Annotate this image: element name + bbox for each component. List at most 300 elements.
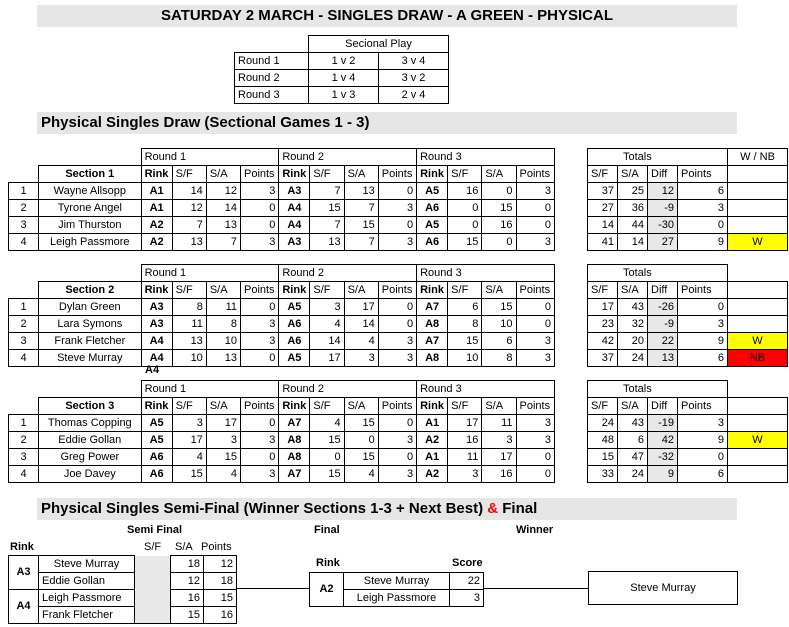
- sf-cell: 17: [448, 415, 482, 432]
- round-header: Round 2: [279, 149, 417, 166]
- player-name: Lara Symons: [39, 316, 142, 333]
- total-sf: 37: [588, 350, 618, 367]
- sa-cell: 15: [482, 299, 516, 316]
- sa-cell: 4: [206, 466, 240, 483]
- semi-row: Frank Fletcher 15 16: [9, 607, 237, 624]
- totals-table: [587, 264, 788, 367]
- total-sf: 27: [588, 200, 618, 217]
- row-number: 2: [9, 200, 39, 217]
- table-row: [9, 200, 555, 217]
- status-badge: NB: [728, 350, 788, 367]
- totals-row: [588, 350, 788, 367]
- sa-cell: 14: [206, 200, 240, 217]
- rink-cell: A8: [417, 316, 448, 333]
- total-sf: 42: [588, 333, 618, 350]
- sa-cell: 8: [482, 350, 516, 367]
- points-cell: 0: [240, 217, 278, 234]
- col-header: S/F: [588, 398, 618, 415]
- points-cell: 0: [516, 299, 554, 316]
- points-cell: 3: [516, 415, 554, 432]
- sa-cell: 16: [482, 466, 516, 483]
- total-points: 0: [678, 217, 728, 234]
- col-header: Rink: [141, 166, 172, 183]
- draw-heading: Physical Singles Draw (Sectional Games 1 - 3): [37, 112, 737, 134]
- total-sf: 37: [588, 183, 618, 200]
- col-header: S/F: [588, 166, 618, 183]
- player-name: Dylan Green: [39, 299, 142, 316]
- table-row: [9, 466, 555, 483]
- col-header: Rink: [279, 166, 310, 183]
- sf-cell: 11: [172, 316, 206, 333]
- final-rink-label: Rink: [316, 557, 340, 569]
- rink-cell: A4: [279, 200, 310, 217]
- rink-cell: A7: [417, 299, 448, 316]
- winner-name: Steve Murray: [630, 582, 696, 594]
- total-points: 9: [678, 234, 728, 251]
- col-header: Rink: [141, 398, 172, 415]
- section-name: Section 2: [39, 282, 142, 299]
- page-title: SATURDAY 2 MARCH - SINGLES DRAW - A GREEN - PHYSICAL: [37, 5, 737, 27]
- section-table: [8, 264, 555, 367]
- total-sf: 41: [588, 234, 618, 251]
- points-cell: 0: [378, 299, 416, 316]
- row-number: 3: [9, 449, 39, 466]
- status-badge: [728, 449, 788, 466]
- points-cell: 3: [516, 432, 554, 449]
- sf-cell: 4: [310, 316, 344, 333]
- sf-cell: 13: [172, 234, 206, 251]
- semi-row: Eddie Gollan 12 18: [9, 573, 237, 590]
- player-name: Jim Thurston: [39, 217, 142, 234]
- sa-cell: 14: [344, 316, 378, 333]
- section-note: A4: [145, 364, 160, 376]
- totals-table: [587, 148, 788, 251]
- player-name: Frank Fletcher: [39, 333, 142, 350]
- final-table: [309, 572, 484, 607]
- semi-final-label: Semi Final: [127, 524, 183, 536]
- rink-cell: A8: [279, 432, 310, 449]
- col-header: S/A: [482, 282, 516, 299]
- semi-sf-label: S/F: [144, 541, 162, 553]
- total-diff: -30: [648, 217, 678, 234]
- sf-cell: 7: [310, 183, 344, 200]
- points-cell: 0: [516, 449, 554, 466]
- round-header: Round 1: [141, 381, 279, 398]
- points-cell: 0: [516, 217, 554, 234]
- total-points: 3: [678, 316, 728, 333]
- table-row: [9, 333, 555, 350]
- rink-cell: A5: [417, 217, 448, 234]
- sa-cell: 13: [206, 350, 240, 367]
- round-header: Round 3: [417, 265, 555, 282]
- totals-row: [588, 449, 788, 466]
- sectional-row: Round 2 1 v 4 3 v 2: [235, 70, 449, 87]
- sf-cell: 14: [172, 183, 206, 200]
- sa-cell: 7: [206, 234, 240, 251]
- points-cell: 0: [378, 415, 416, 432]
- sa-cell: 3: [344, 350, 378, 367]
- col-header: S/F: [448, 166, 482, 183]
- sa-cell: 4: [344, 333, 378, 350]
- col-header: Diff: [648, 166, 678, 183]
- total-sa: 14: [618, 234, 648, 251]
- player-name: Joe Davey: [39, 466, 142, 483]
- col-header: S/F: [448, 282, 482, 299]
- section-table: [8, 380, 555, 483]
- player-name: Greg Power: [39, 449, 142, 466]
- col-header: Points: [678, 166, 728, 183]
- total-points: 0: [678, 299, 728, 316]
- points-cell: 0: [378, 217, 416, 234]
- total-points: 9: [678, 432, 728, 449]
- sf-cell: 14: [310, 333, 344, 350]
- points-cell: 0: [516, 466, 554, 483]
- totals-row: [588, 299, 788, 316]
- sectional-row: Round 3 1 v 3 2 v 4: [235, 87, 449, 104]
- row-number: 1: [9, 183, 39, 200]
- col-header: Points: [516, 166, 554, 183]
- points-cell: 3: [240, 234, 278, 251]
- points-cell: 3: [240, 316, 278, 333]
- total-sf: 33: [588, 466, 618, 483]
- sf-cell: 11: [448, 449, 482, 466]
- connector-line: [483, 588, 588, 589]
- sa-cell: 17: [344, 299, 378, 316]
- rink-cell: A8: [417, 350, 448, 367]
- status-badge: [728, 299, 788, 316]
- sa-cell: 7: [344, 200, 378, 217]
- sa-cell: 16: [482, 217, 516, 234]
- sf-cell: 15: [310, 466, 344, 483]
- totals-header: Totals: [588, 265, 728, 282]
- player-name: Eddie Gollan: [39, 432, 142, 449]
- rink-cell: A5: [279, 299, 310, 316]
- total-sa: 43: [618, 415, 648, 432]
- total-sf: 24: [588, 415, 618, 432]
- rink-cell: A7: [279, 466, 310, 483]
- sf-cell: 7: [310, 217, 344, 234]
- total-diff: 42: [648, 432, 678, 449]
- points-cell: 3: [378, 234, 416, 251]
- status-badge: W: [728, 333, 788, 350]
- semi-rink: A3: [9, 556, 39, 590]
- table-row: [9, 432, 555, 449]
- status-badge: [728, 200, 788, 217]
- col-header: S/A: [344, 282, 378, 299]
- final-rink: A2: [310, 573, 344, 607]
- total-diff: -19: [648, 415, 678, 432]
- col-header: S/A: [482, 398, 516, 415]
- sa-cell: 13: [344, 183, 378, 200]
- total-points: 0: [678, 449, 728, 466]
- sectional-row: Round 1 1 v 2 3 v 4: [235, 53, 449, 70]
- totals-row: [588, 432, 788, 449]
- total-diff: 9: [648, 466, 678, 483]
- total-sa: 32: [618, 316, 648, 333]
- round-header: Round 2: [279, 381, 417, 398]
- sf-cell: 0: [448, 200, 482, 217]
- sa-cell: 13: [206, 217, 240, 234]
- sa-cell: 15: [344, 415, 378, 432]
- total-sf: 17: [588, 299, 618, 316]
- table-row: [9, 350, 555, 367]
- col-header: S/A: [618, 398, 648, 415]
- semi-player: Steve Murray: [39, 556, 135, 573]
- rink-cell: A1: [417, 415, 448, 432]
- player-name: Wayne Allsopp: [39, 183, 142, 200]
- total-sf: 48: [588, 432, 618, 449]
- table-row: [9, 234, 555, 251]
- sa-cell: 4: [344, 466, 378, 483]
- row-number: 1: [9, 415, 39, 432]
- row-number: 3: [9, 217, 39, 234]
- round-header: Round 1: [141, 265, 279, 282]
- col-header: S/A: [344, 398, 378, 415]
- semi-rink: A4: [9, 590, 39, 624]
- sf-cell: 3: [172, 415, 206, 432]
- rink-cell: A7: [417, 333, 448, 350]
- col-header: Diff: [648, 398, 678, 415]
- col-header: S/A: [344, 166, 378, 183]
- totals-header: Totals: [588, 149, 728, 166]
- col-header: S/F: [310, 398, 344, 415]
- rink-cell: A1: [417, 449, 448, 466]
- rink-cell: A6: [417, 234, 448, 251]
- player-name: Steve Murray: [39, 350, 142, 367]
- sf-cell: 16: [448, 432, 482, 449]
- total-sa: 36: [618, 200, 648, 217]
- rink-cell: A4: [141, 350, 172, 367]
- row-number: 1: [9, 299, 39, 316]
- semi-row: A3 Steve Murray 18 12: [9, 556, 237, 573]
- rink-cell: A5: [141, 415, 172, 432]
- sectional-header: Secional Play: [309, 36, 449, 53]
- col-header: Rink: [141, 282, 172, 299]
- points-cell: 0: [378, 183, 416, 200]
- totals-row: [588, 316, 788, 333]
- sa-cell: 10: [206, 333, 240, 350]
- round-header: Round 3: [417, 381, 555, 398]
- semi-player: Eddie Gollan: [39, 573, 135, 590]
- sf-cell: 15: [448, 234, 482, 251]
- total-diff: -26: [648, 299, 678, 316]
- row-number: 4: [9, 234, 39, 251]
- points-cell: 0: [516, 316, 554, 333]
- table-row: [9, 217, 555, 234]
- col-header: S/F: [588, 282, 618, 299]
- row-number: 2: [9, 432, 39, 449]
- total-sa: 24: [618, 350, 648, 367]
- status-badge: [728, 316, 788, 333]
- sf-cell: 0: [448, 217, 482, 234]
- col-header: S/F: [172, 282, 206, 299]
- sa-cell: 15: [206, 449, 240, 466]
- semi-player: Frank Fletcher: [39, 607, 135, 624]
- col-header: Rink: [279, 398, 310, 415]
- table-row: [9, 415, 555, 432]
- sf-cell: 15: [172, 466, 206, 483]
- col-header: Rink: [417, 282, 448, 299]
- round-header: Round 1: [141, 149, 279, 166]
- sf-cell: 8: [172, 299, 206, 316]
- sf-cell: 15: [448, 333, 482, 350]
- points-cell: 0: [240, 350, 278, 367]
- points-cell: 0: [240, 200, 278, 217]
- semi-rink-label: Rink: [10, 541, 34, 553]
- col-header: Diff: [648, 282, 678, 299]
- total-sf: 15: [588, 449, 618, 466]
- col-header: Points: [678, 282, 728, 299]
- points-cell: 3: [378, 466, 416, 483]
- sa-cell: 3: [482, 432, 516, 449]
- final-score-label: Score: [452, 557, 483, 569]
- total-points: 6: [678, 466, 728, 483]
- col-header: S/A: [618, 166, 648, 183]
- player-name: Thomas Copping: [39, 415, 142, 432]
- points-cell: 3: [378, 350, 416, 367]
- rink-cell: A6: [417, 200, 448, 217]
- sa-cell: 17: [482, 449, 516, 466]
- col-header: Points: [516, 282, 554, 299]
- rink-cell: A5: [279, 350, 310, 367]
- sf-cell: 3: [448, 466, 482, 483]
- rink-cell: A3: [279, 183, 310, 200]
- col-header: Points: [240, 282, 278, 299]
- sf-cell: 13: [310, 234, 344, 251]
- sf-cell: 6: [448, 299, 482, 316]
- sa-cell: 17: [206, 415, 240, 432]
- sf-cell: 7: [172, 217, 206, 234]
- row-number: 4: [9, 466, 39, 483]
- total-sa: 47: [618, 449, 648, 466]
- points-cell: 3: [516, 350, 554, 367]
- totals-row: [588, 415, 788, 432]
- col-header: Rink: [417, 398, 448, 415]
- winner-box: [588, 571, 738, 605]
- finals-heading: Physical Singles Semi-Final (Winner Sections 1-3 + Next Best) & Final: [37, 498, 737, 520]
- totals-row: [588, 200, 788, 217]
- col-header: Points: [678, 398, 728, 415]
- totals-table: [587, 380, 788, 483]
- total-sa: 20: [618, 333, 648, 350]
- col-header: S/F: [172, 398, 206, 415]
- sa-cell: 7: [344, 234, 378, 251]
- total-diff: 22: [648, 333, 678, 350]
- rink-cell: A3: [141, 316, 172, 333]
- rink-cell: A2: [141, 234, 172, 251]
- sf-cell: 4: [310, 415, 344, 432]
- semi-row: A4 Leigh Passmore 16 15: [9, 590, 237, 607]
- points-cell: 0: [378, 316, 416, 333]
- rink-cell: A6: [141, 449, 172, 466]
- totals-row: [588, 183, 788, 200]
- col-header: S/F: [448, 398, 482, 415]
- points-cell: 3: [516, 333, 554, 350]
- rink-cell: A5: [417, 183, 448, 200]
- rink-cell: A3: [141, 299, 172, 316]
- row-number: 2: [9, 316, 39, 333]
- status-badge: W: [728, 234, 788, 251]
- final-player: Steve Murray: [344, 573, 450, 590]
- total-diff: -9: [648, 200, 678, 217]
- sectional-play-table: [234, 35, 449, 104]
- points-cell: 3: [516, 234, 554, 251]
- points-cell: 0: [240, 299, 278, 316]
- status-badge: [728, 217, 788, 234]
- table-row: [9, 183, 555, 200]
- total-sa: 24: [618, 466, 648, 483]
- wnb-header: W / NB: [728, 149, 788, 166]
- points-cell: 0: [240, 415, 278, 432]
- total-sf: 14: [588, 217, 618, 234]
- col-header: Points: [378, 166, 416, 183]
- col-header: Points: [240, 166, 278, 183]
- table-row: [9, 449, 555, 466]
- total-points: 6: [678, 183, 728, 200]
- col-header: Rink: [417, 166, 448, 183]
- rink-cell: A5: [141, 432, 172, 449]
- total-sa: 25: [618, 183, 648, 200]
- sa-cell: 3: [206, 432, 240, 449]
- connector-line: [236, 588, 309, 589]
- section-name: Section 3: [39, 398, 142, 415]
- total-diff: 12: [648, 183, 678, 200]
- sf-cell: 17: [310, 350, 344, 367]
- col-header: S/F: [310, 166, 344, 183]
- rink-cell: A4: [141, 333, 172, 350]
- semi-sa-label: S/A: [175, 541, 193, 553]
- sa-cell: 0: [344, 432, 378, 449]
- sf-cell: 4: [172, 449, 206, 466]
- total-diff: -32: [648, 449, 678, 466]
- points-cell: 0: [516, 200, 554, 217]
- sf-cell: 8: [448, 316, 482, 333]
- rink-cell: A6: [279, 333, 310, 350]
- total-points: 6: [678, 350, 728, 367]
- status-badge: [728, 183, 788, 200]
- final-player: Leigh Passmore: [344, 590, 450, 607]
- points-cell: 3: [378, 200, 416, 217]
- sa-cell: 6: [482, 333, 516, 350]
- sf-cell: 16: [448, 183, 482, 200]
- sf-cell: 0: [310, 449, 344, 466]
- total-sa: 6: [618, 432, 648, 449]
- sa-cell: 15: [344, 217, 378, 234]
- sa-cell: 11: [482, 415, 516, 432]
- col-header: Points: [378, 282, 416, 299]
- final-row: [310, 573, 484, 590]
- totals-row: [588, 333, 788, 350]
- status-badge: [728, 466, 788, 483]
- points-cell: 3: [378, 333, 416, 350]
- points-cell: 0: [378, 449, 416, 466]
- rink-cell: A2: [417, 466, 448, 483]
- points-cell: 3: [240, 183, 278, 200]
- table-row: [9, 299, 555, 316]
- total-points: 3: [678, 200, 728, 217]
- final-score: 3: [450, 590, 484, 607]
- col-header: Points: [378, 398, 416, 415]
- ampersand: &: [487, 500, 499, 517]
- col-header: Points: [516, 398, 554, 415]
- col-header: S/F: [310, 282, 344, 299]
- totals-row: [588, 217, 788, 234]
- semi-points-label: Points: [201, 541, 232, 553]
- status-badge: [728, 415, 788, 432]
- col-header: S/A: [618, 282, 648, 299]
- round-header: Round 2: [279, 265, 417, 282]
- rink-cell: A8: [279, 449, 310, 466]
